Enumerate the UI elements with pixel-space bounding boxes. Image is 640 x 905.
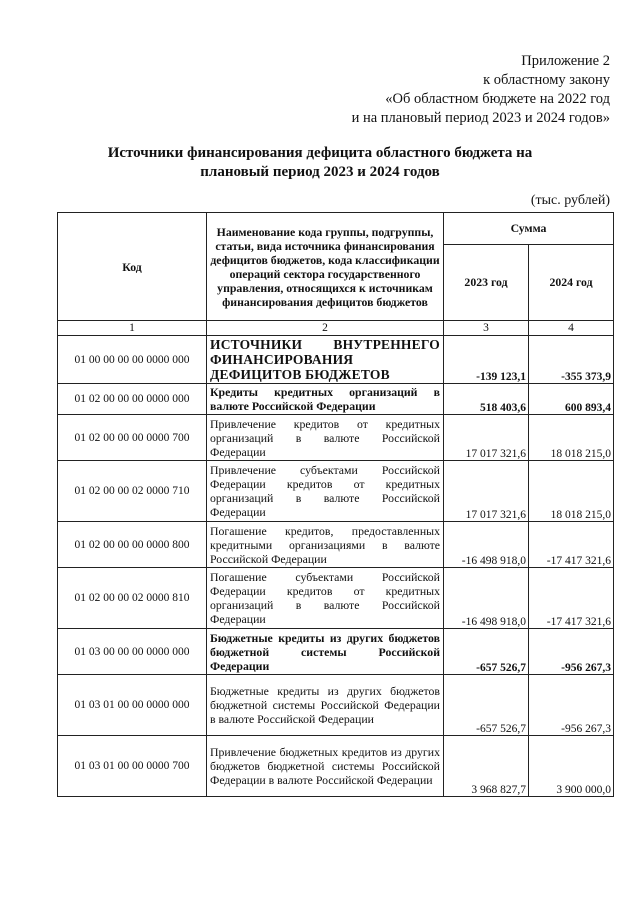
row-name: Бюджетные кредиты из других бюджетов бюджетной системы Российской Федерации в валюте Российской Федерации <box>207 675 444 736</box>
table-row <box>58 675 614 736</box>
units-note: (тыс. рублей) <box>530 193 610 208</box>
row-value-2024: -17 417 321,6 <box>529 522 614 568</box>
table-row <box>58 336 614 384</box>
row-name: Привлечение субъектами Российской Федерации кредитов от кредитных организаций в валюте Российской Федерации <box>207 461 444 522</box>
header-name: Наименование кода группы, подгруппы, статьи, вида источника финансирования дефицитов бюджетов, кода классификации операций сектора государственного управления, относящихся к источникам финансирования дефицитов бюджетов <box>207 213 444 321</box>
row-value-2024: -355 373,9 <box>529 336 614 384</box>
column-number-row <box>58 321 614 336</box>
row-value-2023: -657 526,7 <box>444 629 529 675</box>
table-row <box>58 415 614 461</box>
row-value-2024: -956 267,3 <box>529 675 614 736</box>
title-line-1: Источники финансирования дефицита областного бюджета на <box>107 145 533 161</box>
row-name: Привлечение бюджетных кредитов из других бюджетов бюджетной системы Российской Федерации в валюте Российской Федерации <box>207 736 444 797</box>
row-code: 01 02 00 00 00 0000 700 <box>58 415 207 461</box>
colnum-2: 2 <box>207 321 444 336</box>
row-value-2024: 600 893,4 <box>529 384 614 415</box>
financing-sources-table <box>57 212 614 797</box>
row-name: Погашение субъектами Российской Федерации кредитов от кредитных организаций в валюте Российской Федерации <box>207 568 444 629</box>
row-value-2024: 3 900 000,0 <box>529 736 614 797</box>
row-name: Бюджетные кредиты из других бюджетов бюджетной системы Российской Федерации <box>207 629 444 675</box>
header-code: Код <box>58 213 207 321</box>
row-code: 01 03 01 00 00 0000 700 <box>58 736 207 797</box>
row-value-2023: 17 017 321,6 <box>444 415 529 461</box>
row-value-2023: -16 498 918,0 <box>444 522 529 568</box>
header-sum: Сумма <box>444 213 614 245</box>
row-value-2023: -139 123,1 <box>444 336 529 384</box>
header-2024: 2024 год <box>529 244 614 320</box>
colnum-1: 1 <box>58 321 207 336</box>
header-2023: 2023 год <box>444 244 529 320</box>
row-name: Погашение кредитов, предоставленных кредитными организациями в валюте Российской Федерации <box>207 522 444 568</box>
row-name: Кредиты кредитных организаций в валюте Российской Федерации <box>207 384 444 415</box>
document-title <box>0 144 640 182</box>
appendix-line-2: к областному закону <box>483 72 610 88</box>
row-code: 01 00 00 00 00 0000 000 <box>58 336 207 384</box>
row-value-2023: 17 017 321,6 <box>444 461 529 522</box>
row-code: 01 02 00 00 00 0000 800 <box>58 522 207 568</box>
row-value-2023: 3 968 827,7 <box>444 736 529 797</box>
table-row <box>58 568 614 629</box>
table-row <box>58 522 614 568</box>
row-code: 01 02 00 00 02 0000 710 <box>58 461 207 522</box>
row-value-2023: -657 526,7 <box>444 675 529 736</box>
appendix-line-4: и на плановый период 2023 и 2024 годов» <box>351 110 610 126</box>
row-value-2023: -16 498 918,0 <box>444 568 529 629</box>
row-name: ИСТОЧНИКИ ВНУТРЕННЕГО ФИНАНСИРОВАНИЯ ДЕФИЦИТОВ БЮДЖЕТОВ <box>207 336 444 384</box>
table-row <box>58 629 614 675</box>
title-line-2: плановый период 2023 и 2024 годов <box>200 164 440 180</box>
table-row <box>58 384 614 415</box>
row-code: 01 02 00 00 02 0000 810 <box>58 568 207 629</box>
colnum-4: 4 <box>529 321 614 336</box>
row-value-2024: 18 018 215,0 <box>529 415 614 461</box>
header-row-1 <box>58 213 614 245</box>
row-code: 01 03 01 00 00 0000 000 <box>58 675 207 736</box>
row-code: 01 03 00 00 00 0000 000 <box>58 629 207 675</box>
table-row <box>58 736 614 797</box>
appendix-line-1: Приложение 2 <box>521 53 610 69</box>
row-value-2024: -956 267,3 <box>529 629 614 675</box>
colnum-3: 3 <box>444 321 529 336</box>
row-value-2023: 518 403,6 <box>444 384 529 415</box>
row-value-2024: -17 417 321,6 <box>529 568 614 629</box>
appendix-line-3: «Об областном бюджете на 2022 год <box>385 91 610 107</box>
row-code: 01 02 00 00 00 0000 000 <box>58 384 207 415</box>
row-value-2024: 18 018 215,0 <box>529 461 614 522</box>
appendix-note <box>352 52 610 128</box>
table-row <box>58 461 614 522</box>
row-name: Привлечение кредитов от кредитных организаций в валюте Российской Федерации <box>207 415 444 461</box>
